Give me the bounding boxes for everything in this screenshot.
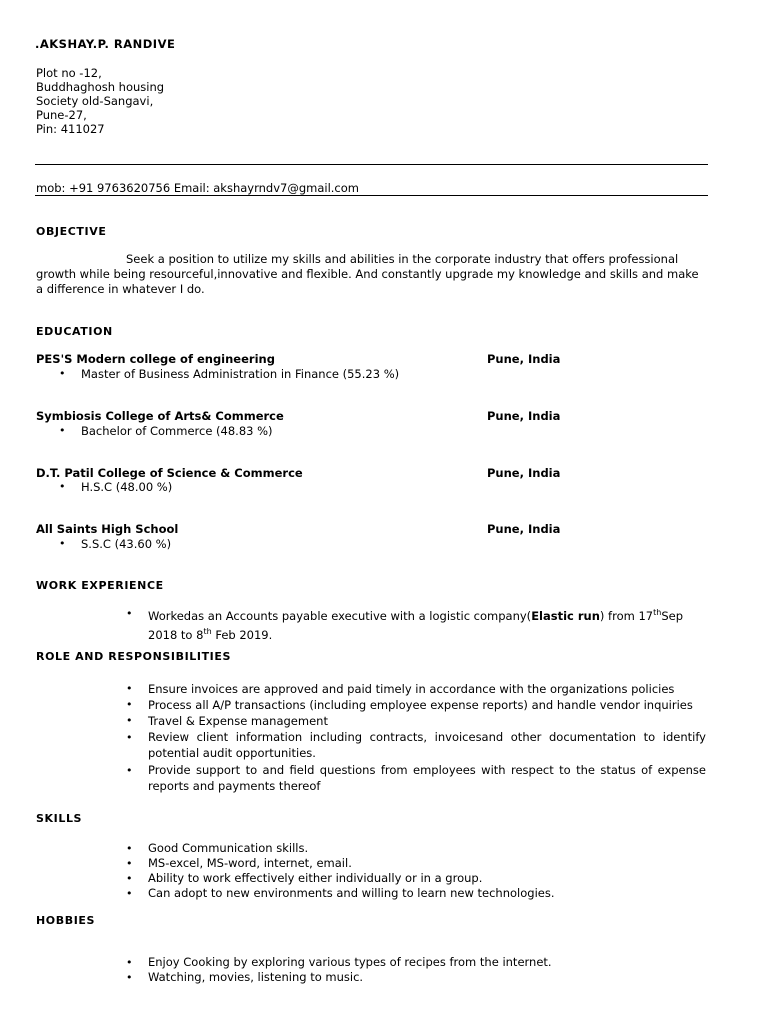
bullet: • (59, 367, 66, 380)
roles-heading: ROLE AND RESPONSIBILITIES (36, 650, 232, 663)
education-location: Pune, India (487, 352, 561, 366)
bullet: • (126, 731, 133, 744)
education-detail: H.S.C (48.00 %) (81, 480, 173, 494)
bullet: • (126, 857, 133, 870)
divider-bottom (35, 195, 708, 196)
bullet: • (59, 537, 66, 550)
bullet: • (126, 872, 133, 885)
skill-item: Good Communication skills. (148, 841, 309, 855)
work-item: Workedas an Accounts payable executive with a logistic company(Elastic run) from 17thSep 2018 to 8th Feb 2019. (148, 608, 684, 642)
education-heading: EDUCATION (36, 325, 113, 338)
bullet: • (126, 698, 133, 711)
education-detail: S.S.C (43.60 %) (81, 537, 172, 551)
education-institution: Symbiosis College of Arts& Commerce (36, 409, 284, 423)
education-institution: All Saints High School (36, 522, 179, 536)
address-line: Plot no -12, (36, 66, 102, 80)
bullet: • (126, 682, 133, 695)
hobbies-heading: HOBBIES (36, 914, 96, 927)
skill-item: Can adopt to new environments and willing to learn new technologies. (148, 886, 555, 900)
candidate-name: .AKSHAY.P. RANDIVE (35, 37, 176, 51)
education-institution: PES'S Modern college of engineering (36, 352, 275, 366)
bullet: • (126, 607, 133, 620)
bullet: • (126, 764, 133, 777)
bullet: • (126, 956, 133, 969)
address-block (36, 66, 164, 136)
objective-heading: OBJECTIVE (36, 225, 107, 238)
skill-item: Ability to work effectively either individually or in a group. (148, 871, 483, 885)
education-detail: Master of Business Administration in Finance (55.23 %) (81, 367, 400, 381)
skills-heading: SKILLS (36, 812, 83, 825)
bullet: • (59, 480, 66, 493)
education-location: Pune, India (487, 409, 561, 423)
education-detail: Bachelor of Commerce (48.83 %) (81, 424, 273, 438)
address-line: Society old-Sangavi, (36, 94, 154, 108)
role-item: Process all A/P transactions (including employee expense reports) and handle vendor inquiries (148, 698, 693, 712)
company-name: Elastic run (531, 608, 600, 623)
bullet: • (126, 887, 133, 900)
role-item: Ensure invoices are approved and paid timely in accordance with the organizations policies (148, 682, 675, 696)
role-item: Review client information including contracts, invoicesand other documentation to identify potential audit opportunities. (148, 730, 706, 760)
address-line: Pune-27, (36, 108, 87, 122)
contact-line: mob: +91 9763620756 Email: akshayrndv7@gmail.com (36, 181, 359, 195)
divider-top (35, 164, 708, 165)
hobby-item: Watching, movies, listening to music. (148, 970, 364, 984)
bullet: • (126, 714, 133, 727)
education-institution: D.T. Patil College of Science & Commerce (36, 466, 303, 480)
education-location: Pune, India (487, 522, 561, 536)
address-line: Pin: 411027 (36, 122, 105, 136)
bullet: • (126, 971, 133, 984)
address-line: Buddhaghosh housing (36, 80, 165, 94)
role-item: Travel & Expense management (148, 714, 328, 728)
bullet: • (126, 842, 133, 855)
bullet: • (59, 424, 66, 437)
hobby-item: Enjoy Cooking by exploring various types of recipes from the internet. (148, 955, 552, 969)
education-location: Pune, India (487, 466, 561, 480)
role-item: Provide support to and field questions from employees with respect to the status of expense reports and payments thereof (148, 763, 706, 793)
objective-text: Seek a position to utilize my skills and abilities in the corporate industry that offers professional growth while being resourceful,innovative and flexible. And constantly upgrade my knowledge and skills and make a difference in whatever I do. (36, 252, 699, 296)
skill-item: MS-excel, MS-word, internet, email. (148, 856, 352, 870)
work-heading: WORK EXPERIENCE (36, 579, 164, 592)
